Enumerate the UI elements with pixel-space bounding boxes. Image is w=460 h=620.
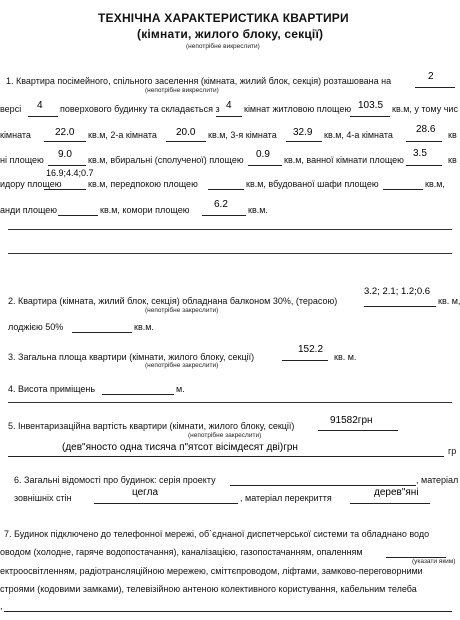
walls-value: цегла [132,487,159,498]
room1-label: кімната [0,130,31,140]
s7-line1: 7. Будинок підключено до телефонної мережі, об`єднаної диспетчерської системи та обладнано водо [4,529,430,539]
bath-tail: кв [448,155,457,165]
wc-label: кв.м, вбиральні (сполученої) площею [88,155,244,165]
kitchen-label: ні площею [0,155,44,165]
s5-note: (непотрібне закреслити) [188,432,262,439]
corridor-label: идору площею [0,179,62,189]
wc-value: 0.9 [256,149,270,160]
s3-note: (непотрібне закреслити) [145,362,219,369]
s1-line2b: поверхового будинку та складається з [60,104,220,114]
floors-label: , матеріал перекриття [240,493,332,503]
pantry-value: 6.2 [214,199,228,210]
corridor-values: 16.9;4.4;0.7 [46,168,94,178]
pantry-unit: кв.м. [248,205,268,215]
room4-label: кв.м, 4-а кімната [324,130,393,140]
bath-label: кв.м, ванної кімнати площею [284,155,404,165]
kitchen-value: 9.0 [58,149,72,160]
wardrobe-label: кв.м, вбудованої шафи площею [246,179,379,189]
s7-line4: строями (кодовими замками), телевізійною антеною колективного користування, кабельним телеба [0,584,417,594]
storeys-value: 4 [37,100,43,111]
room3-label: кв.м, 3-я кімната [208,130,277,140]
loggia-label: лоджією 50% [8,322,64,332]
header-note: (непотрібне викреслити) [186,43,260,50]
room2-value: 20.0 [176,127,196,138]
s1-line2d: кв.м, у тому чис [392,104,458,114]
inventory-words: (дев"яносто одна тисяча п"ятсот вісімдесят дві)грн [62,442,298,453]
blank-line [8,402,452,403]
s7-line2: оводом (холодне, гаряче водопостачання), каналізацією, газопостачанням, опаленням [0,547,363,557]
s1-note: (непотрібне викреслити) [145,87,219,94]
room1-value: 22.0 [55,127,75,138]
s3-text: 3. Загальна площа квартири (кімнати, жилого блоку, секції) [8,352,255,362]
s5-tail: гр [448,446,457,456]
wardrobe-tail: кв.м, [425,179,445,189]
s1-line1: 1. Квартира посімейного, спільного заселення (кімната, жилий блок, секція) розташована на [6,76,392,86]
s6-text: 6. Загальні відомості про будинок: серія проекту [14,475,216,485]
living-area-value: 103.5 [358,100,384,111]
s6-material: , матеріал [416,475,459,485]
s7-line5: , [0,601,3,611]
page-subtitle: (кімнати, жилого блоку, секції) [137,27,324,41]
s7-note: (указати яким) [412,558,456,565]
room4-tail: кв [448,130,457,140]
rooms-value: 4 [226,100,232,111]
page-title: ТЕХНІЧНА ХАРАКТЕРИСТИКА КВАРТИРИ [98,11,349,25]
blank-line [8,229,452,230]
walls-label: зовнішніх стін [14,493,72,503]
s5-text: 5. Інвентаризаційна вартість квартири (кімнати, жилого блоку, секції) [8,421,295,431]
balcony-values: 3.2; 2.1; 1.2;0.6 [364,286,431,297]
s4-unit: м. [176,384,185,394]
room4-value: 28.6 [416,124,436,135]
hall-label: кв.м, передпокою площею [88,179,198,189]
s4-text: 4. Висота приміщень [8,384,96,394]
floor-value: 2 [428,71,434,82]
s1-line2a: версі [0,104,22,114]
room2-label: кв.м, 2-а кімната [88,130,157,140]
bath-value: 3.5 [413,148,427,159]
room3-value: 32.9 [293,127,313,138]
s1-line2c: кімнат житловою площею [244,104,352,114]
floors-value: дерев"яні [374,487,419,498]
loggia-unit: кв.м. [134,322,154,332]
s7-line3: ектроосвітленням, радіотрансляційною мережею, сміттєпроводом, ліфтами, замково-переговорними [0,566,423,576]
s3-unit: кв. м. [334,352,357,362]
s2-note: (непотрібне закреслити) [145,307,219,314]
blank-line [8,253,452,254]
total-area-value: 152.2 [298,344,324,355]
veranda-label: анди площею [0,205,58,215]
s2-text: 2. Квартира (кімната, жилий блок, секція) обладнана балконом 30%, (терасою) [8,296,338,306]
s2-unit: кв. м, [438,296,460,306]
floor-underline [415,87,455,88]
pantry-label: кв.м, комори площею [100,205,190,215]
inventory-value: 91582грн [330,415,373,426]
